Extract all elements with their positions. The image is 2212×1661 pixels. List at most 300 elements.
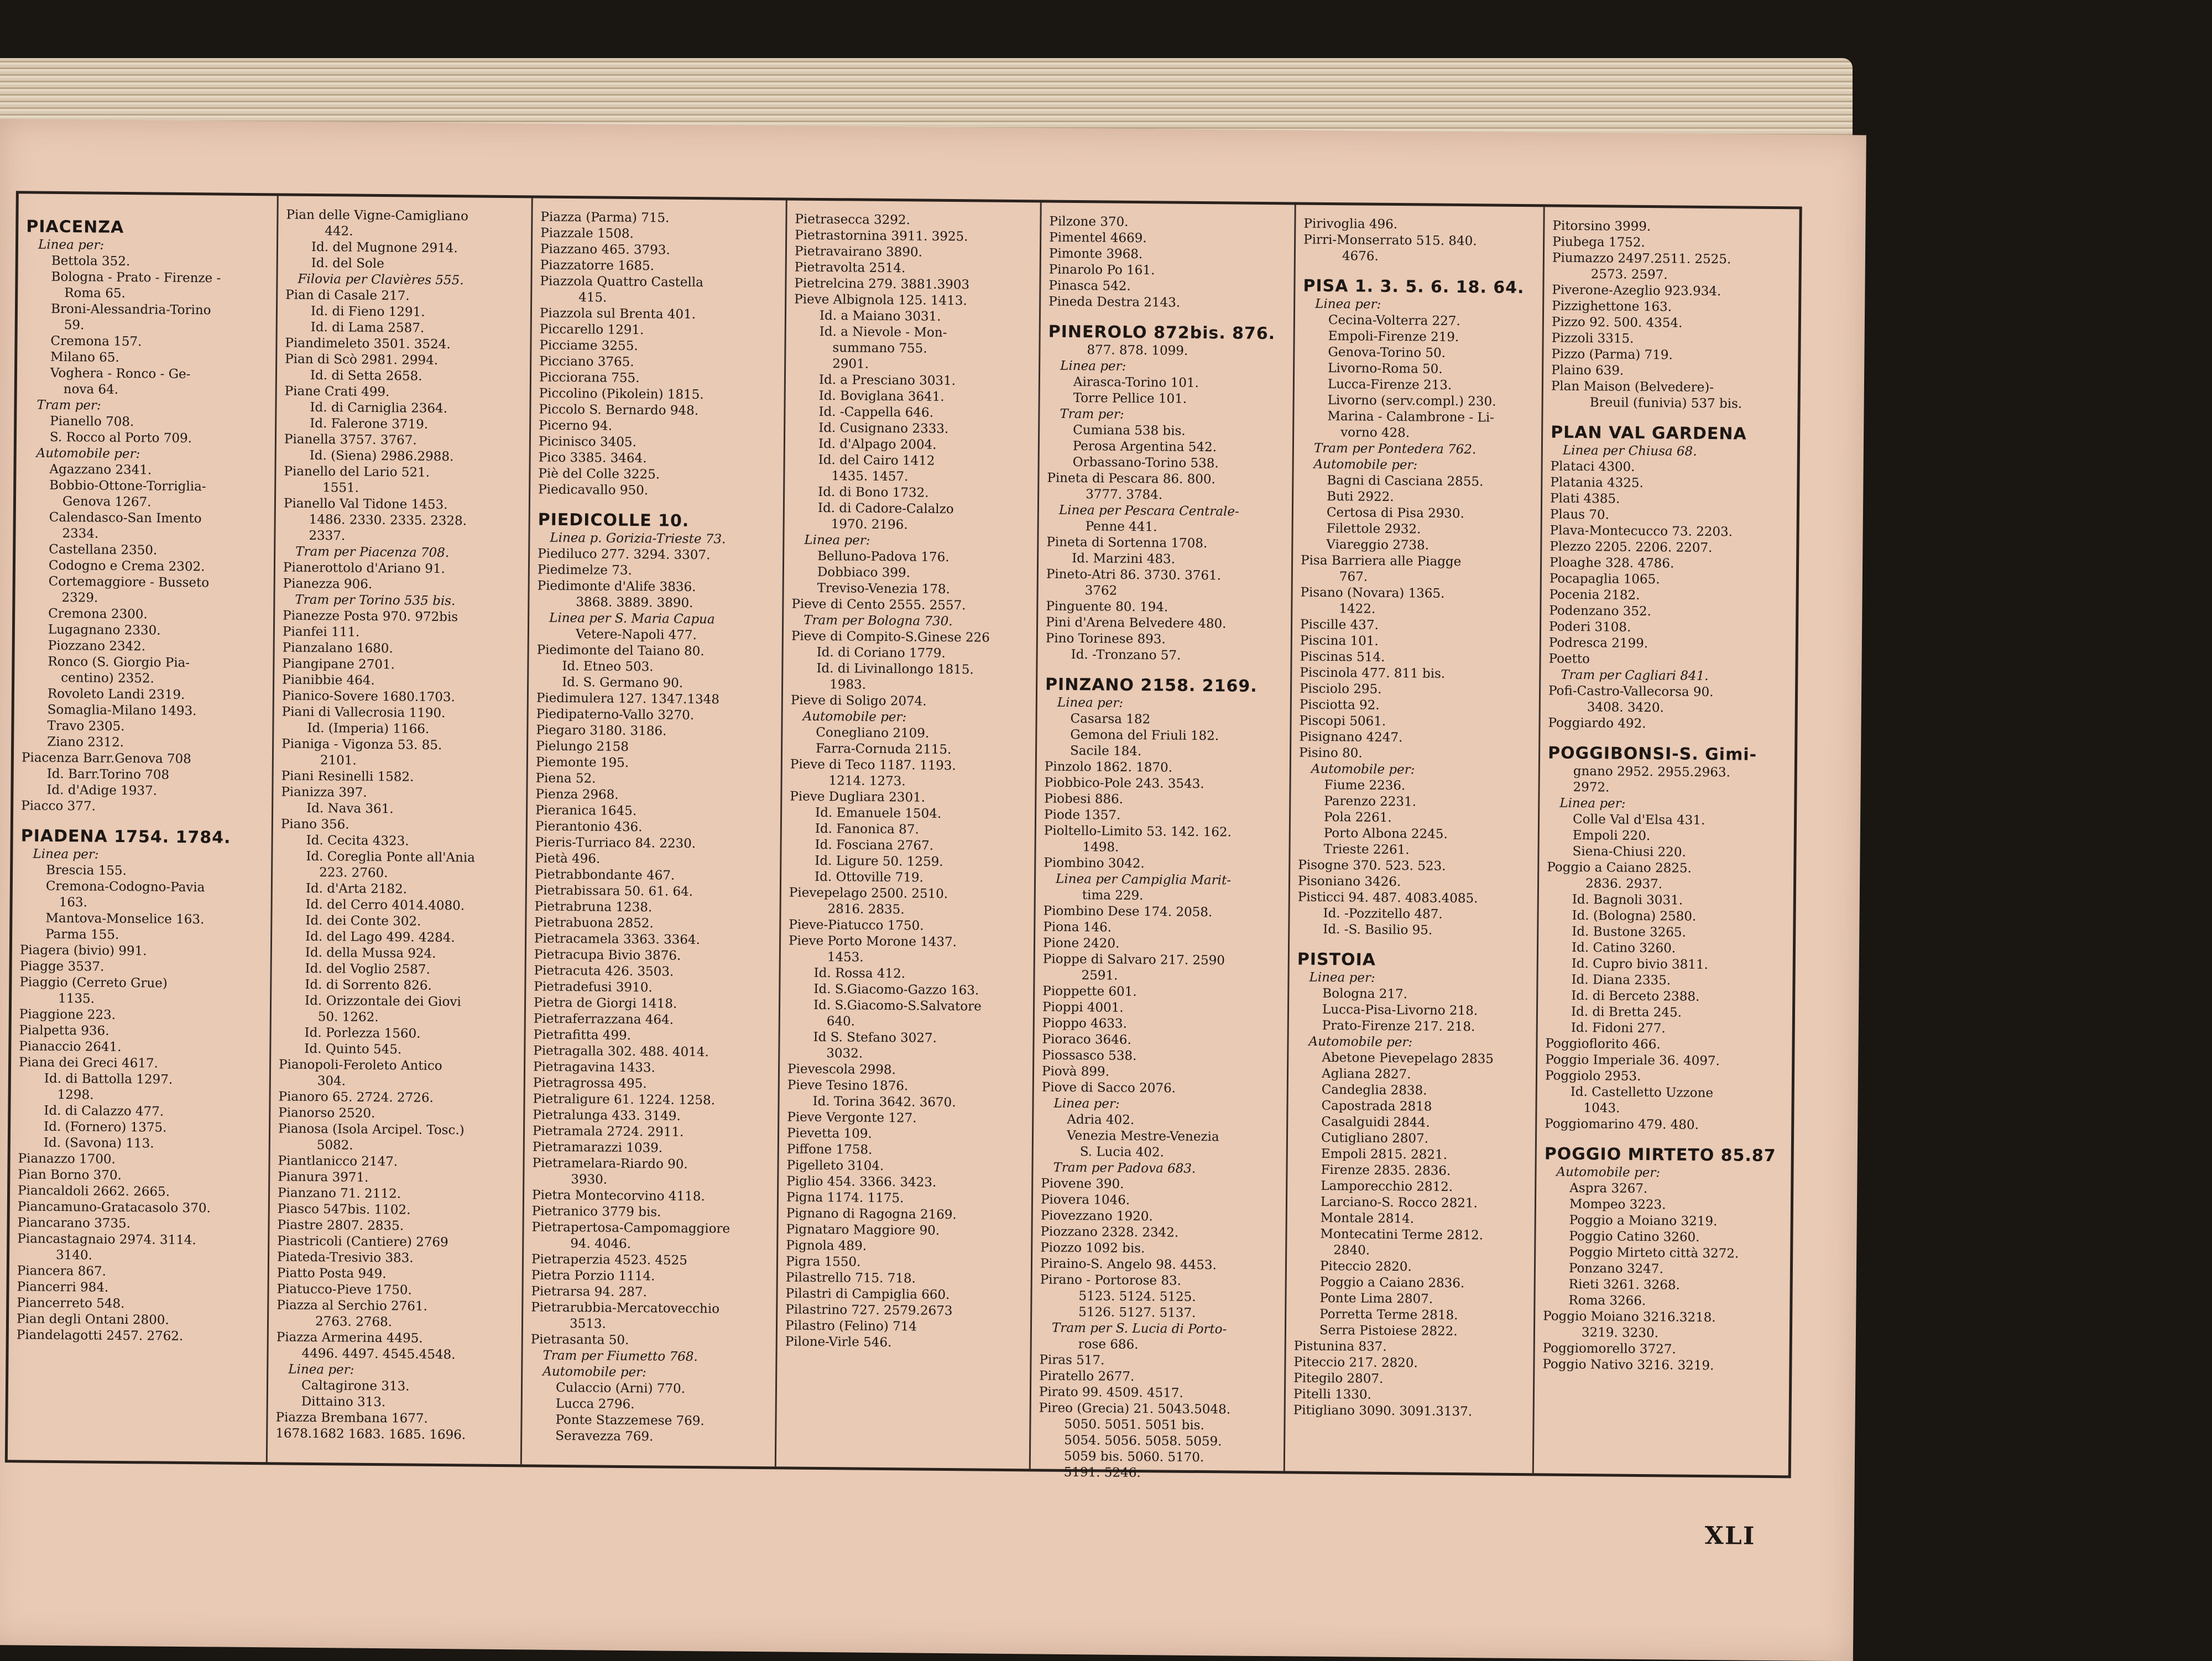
- page-number: XLI: [1704, 1522, 1756, 1550]
- index-entry: Piedimelze 73.: [537, 562, 632, 578]
- index-entry: Airasca-Torino 101.: [1073, 374, 1199, 390]
- index-entry: 1551.: [322, 480, 359, 495]
- index-entry: Picinisco 3405.: [538, 434, 637, 450]
- index-entry: Rovoleto Landi 2319.: [47, 686, 185, 702]
- index-entry: Agliana 2827.: [1321, 1066, 1411, 1082]
- index-entry: Pietramarazzi 1039.: [532, 1140, 663, 1156]
- index-entry: 2329.: [61, 591, 98, 605]
- index-entry: Id. di Fieno 1291.: [310, 304, 425, 320]
- index-entry: Siena-Chiusi 220.: [1572, 844, 1686, 860]
- index-entry: Pireo (Grecia) 21. 5043.5048.: [1039, 1401, 1231, 1417]
- index-entry: Porto Albona 2245.: [1323, 826, 1448, 842]
- index-entry: Pimentel 4669.: [1049, 230, 1147, 246]
- index-entry: Piverone-Azeglio 923.934.: [1552, 283, 1721, 299]
- index-entry: Pieve di Teco 1187. 1193.: [790, 757, 956, 774]
- index-entry: Id. di Berceto 2388.: [1571, 988, 1700, 1004]
- index-entry: Farra-Cornuda 2115.: [816, 741, 952, 758]
- index-entry: Cremona 157.: [50, 333, 142, 349]
- index-entry: Empoli 2815. 2821.: [1321, 1146, 1448, 1162]
- index-entry: Id. di Cadore-Calalzo: [817, 500, 954, 517]
- index-entry: Larciano-S. Rocco 2821.: [1320, 1194, 1478, 1211]
- index-entry: 5191. 5246.: [1063, 1465, 1141, 1481]
- index-entry: Pietranico 3779 bis.: [531, 1204, 661, 1220]
- index-entry: 59.: [64, 318, 85, 333]
- index-entry: Piglio 454. 3366. 3423.: [786, 1174, 937, 1190]
- index-entry: Lucca-Pisa-Livorno 218.: [1322, 1002, 1478, 1018]
- index-entry: Id. del Sole: [311, 255, 384, 271]
- index-entry: Pieve di Soligo 2074.: [790, 693, 927, 709]
- index-entry: Linea per:: [1060, 358, 1126, 374]
- index-entry: Candeglia 2838.: [1321, 1082, 1427, 1098]
- index-entry: Id. del Mugnone 2914.: [311, 239, 458, 256]
- index-entry: Automobile per:: [1311, 761, 1415, 777]
- index-entry: Id. S.Giacomo-S.Salvatore: [813, 997, 982, 1014]
- index-entry: Id. (Fornero) 1375.: [43, 1119, 167, 1135]
- index-entry: Piazza Armerina 4495.: [276, 1330, 423, 1346]
- index-entry: Porretta Terme 2818.: [1319, 1307, 1458, 1323]
- index-entry: Id. del Cairo 1412: [818, 452, 935, 468]
- index-heading: PINZANO 2158. 2169.: [1045, 675, 1258, 696]
- index-column-7: [1534, 207, 1799, 1475]
- index-entry: Pianella 3757. 3767.: [284, 432, 417, 448]
- index-entry: Piazza (Parma) 715.: [540, 210, 670, 226]
- index-entry: Pieve Vergonte 127.: [787, 1110, 917, 1126]
- index-entry: 415.: [578, 290, 607, 305]
- index-entry: Pietrarubbia-Mercatovecchio: [531, 1300, 720, 1317]
- index-entry: Pietrabuona 2852.: [534, 915, 654, 931]
- index-heading: PIEDICOLLE 10.: [538, 510, 690, 531]
- index-entry: 2972.: [1573, 780, 1610, 795]
- index-entry: Piedimulera 127. 1347.1348: [536, 691, 720, 707]
- index-entry: Dittaino 313.: [301, 1394, 386, 1410]
- index-entry: Pietramelara-Riardo 90.: [532, 1156, 688, 1172]
- index-entry: Casalguidi 2844.: [1321, 1114, 1430, 1130]
- index-entry: Pietramala 2724. 2911.: [532, 1124, 684, 1140]
- index-entry: Plaino 639.: [1551, 363, 1624, 378]
- index-entry: 2763. 2768.: [315, 1314, 393, 1330]
- index-entry: Pianezze Posta 970. 972bis: [283, 608, 458, 625]
- index-entry: Pietrapertosa-Campomaggiore: [531, 1220, 731, 1236]
- index-entry: Piani Resinelli 1582.: [281, 769, 414, 785]
- index-entry: Plezzo 2205. 2206. 2207.: [1550, 539, 1713, 556]
- index-entry: 3762: [1084, 583, 1118, 598]
- index-entry: Pineta di Sortenna 1708.: [1046, 535, 1208, 551]
- index-entry: Pianello 708.: [50, 414, 134, 430]
- index-entry: Rieti 3261. 3268.: [1568, 1277, 1681, 1293]
- index-entry: Picerno 94.: [539, 418, 613, 433]
- index-entry: 2591.: [1081, 968, 1118, 983]
- index-entry: Empoli-Firenze 219.: [1328, 328, 1459, 345]
- index-entry: Id. di Lama 2587.: [310, 320, 425, 336]
- index-entry: 3140.: [55, 1247, 93, 1263]
- index-heading: PIACENZA: [26, 217, 124, 237]
- index-entry: Linea per Campiglia Marit-: [1055, 871, 1232, 888]
- index-entry: Pietrafitta 499.: [533, 1027, 632, 1043]
- index-entry: Piedimonte d'Alife 3836.: [537, 578, 696, 595]
- index-entry: Pieve di Compito-S.Ginese 226: [791, 629, 990, 645]
- index-entry: Piancerri 984.: [17, 1279, 109, 1295]
- index-entry: Piazza Brembana 1677.: [275, 1410, 428, 1426]
- index-entry: Piedicavallo 950.: [538, 482, 649, 498]
- index-entry: Pizzighettone 163.: [1552, 299, 1672, 315]
- index-entry: Pianello Val Tidone 1453.: [283, 496, 448, 513]
- index-entry: Pisciolo 295.: [1299, 681, 1382, 697]
- index-entry: Piossasco 538.: [1042, 1048, 1137, 1064]
- index-entry: Id. Barr.Torino 708: [46, 766, 170, 782]
- index-entry: Piandelagotti 2457. 2762.: [16, 1328, 184, 1344]
- index-entry: Pitigliano 3090. 3091.3137.: [1293, 1403, 1473, 1419]
- index-entry: 442.: [325, 224, 353, 239]
- index-entry: Piteccio 217. 2820.: [1293, 1355, 1418, 1371]
- index-entry: Pizzo 92. 500. 4354.: [1551, 315, 1683, 331]
- index-entry: Pialpetta 936.: [19, 1023, 109, 1038]
- index-entry: Tram per Bologna 730.: [804, 613, 953, 629]
- index-entry: Pianorso 2520.: [278, 1105, 375, 1121]
- index-heading: POGGIBONSI-S. Gimi-: [1547, 743, 1757, 765]
- index-entry: Podenzano 352.: [1549, 603, 1652, 619]
- index-entry: Pinguente 80. 194.: [1046, 599, 1168, 615]
- index-entry: Id. -Tronzano 57.: [1071, 647, 1181, 663]
- index-entry: Tram per Padova 683.: [1053, 1160, 1196, 1176]
- index-entry: Pianura 3971.: [278, 1169, 369, 1185]
- index-entry: Poggiolo 2953.: [1545, 1068, 1641, 1084]
- index-entry: Pietragavina 1433.: [533, 1059, 656, 1075]
- index-entry: Pielungo 2158: [536, 739, 629, 754]
- index-heading: PISTOIA: [1297, 949, 1376, 970]
- index-entry: Piozzano 2328. 2342.: [1040, 1224, 1179, 1240]
- index-entry: 767.: [1339, 570, 1368, 584]
- index-entry: Penne 441.: [1085, 519, 1157, 535]
- index-entry: vorno 428.: [1340, 425, 1410, 441]
- index-entry: Pieve Porto Morone 1437.: [788, 933, 957, 950]
- index-entry: Pione 2420.: [1042, 936, 1120, 951]
- index-entry: Caltagirone 313.: [301, 1378, 410, 1394]
- index-entry: Id. (Savona) 113.: [43, 1135, 154, 1151]
- index-entry: Automobile per:: [1308, 1034, 1413, 1050]
- index-entry: Pietra Montecorvino 4118.: [531, 1188, 705, 1204]
- index-entry: Poggio Imperiale 36. 4097.: [1545, 1052, 1720, 1069]
- index-heading: PINEROLO 872bis. 876.: [1048, 322, 1276, 344]
- index-entry: Linea per Chiusa 68.: [1562, 443, 1697, 459]
- index-entry: Id. Porlezza 1560.: [304, 1025, 421, 1041]
- index-entry: Bologna 217.: [1322, 986, 1408, 1002]
- index-entry: Pietravolta 2514.: [794, 260, 906, 276]
- index-entry: Id. dei Conte 302.: [305, 913, 421, 929]
- index-entry: Id. Torina 3642. 3670.: [812, 1094, 956, 1110]
- index-entry: Pietrasanta 50.: [530, 1332, 629, 1348]
- index-entry: Pianazzo 1700.: [18, 1151, 116, 1167]
- index-entry: Empoli 220.: [1572, 828, 1651, 844]
- index-entry: Piasco 547bis. 1102.: [277, 1202, 411, 1218]
- index-entry: 2337.: [309, 528, 346, 544]
- index-entry: Id. d'Alpago 2004.: [818, 436, 937, 452]
- index-entry: Pianzalano 1680.: [282, 640, 393, 656]
- index-entry: Piateda-Tresivio 383.: [276, 1250, 414, 1266]
- index-entry: Pignano di Ragogna 2169.: [786, 1206, 957, 1223]
- index-entry: Pineta di Pescara 86. 800.: [1047, 471, 1215, 487]
- index-entry: Id. di Coriano 1779.: [816, 645, 946, 661]
- index-entry: Pierantonio 436.: [535, 819, 643, 835]
- index-entry: Linea per:: [1053, 1096, 1120, 1111]
- index-entry: Pian delle Vigne-Camigliano: [286, 207, 469, 224]
- index-column-1: [8, 194, 279, 1462]
- index-entry: Linea p. Gorizia-Trieste 73.: [550, 530, 726, 547]
- index-entry: Parenzo 2231.: [1324, 793, 1417, 809]
- index-entry: Piancarano 3735.: [17, 1215, 131, 1231]
- index-entry: Pievetta 109.: [786, 1126, 872, 1141]
- index-entry: Pilastro (Felino) 714: [785, 1318, 917, 1334]
- index-entry: Piaggio (Cerreto Grue): [19, 975, 168, 991]
- index-entry: Piobesi 886.: [1044, 791, 1124, 807]
- index-entry: Lugagnano 2330.: [48, 622, 161, 638]
- index-entry: 2101.: [320, 753, 357, 768]
- index-entry: Automobile per:: [1313, 457, 1418, 473]
- index-entry: 5054. 5056. 5058. 5059.: [1064, 1433, 1222, 1449]
- index-entry: Piazzola sul Brenta 401.: [539, 306, 696, 322]
- index-entry: Id. Quinto 545.: [304, 1041, 402, 1057]
- index-entry: Livorno-Roma 50.: [1328, 361, 1443, 377]
- index-heading: PIADENA 1754. 1784.: [20, 826, 231, 848]
- index-heading: PISA 1. 3. 5. 6. 18. 64.: [1303, 276, 1525, 298]
- index-entry: 1678.1682 1683. 1685. 1696.: [275, 1426, 466, 1443]
- index-entry: Pietrastornina 3911. 3925.: [795, 228, 968, 244]
- index-entry: 1422.: [1339, 602, 1376, 617]
- index-entry: Pioppo 4633.: [1042, 1016, 1128, 1031]
- index-entry: Pianiga - Vigonza 53. 85.: [281, 737, 442, 753]
- index-entry: Id. Rossa 412.: [813, 965, 906, 981]
- index-entry: Piancastagnaio 2974. 3114.: [17, 1231, 196, 1248]
- index-entry: Cremona-Codogno-Pavia: [45, 879, 205, 895]
- index-entry: Cumiana 538 bis.: [1073, 422, 1186, 438]
- index-entry: Travo 2305.: [47, 718, 125, 734]
- index-entry: Conegliano 2109.: [816, 725, 930, 741]
- index-entry: Somaglia-Milano 1493.: [47, 702, 197, 719]
- index-entry: Pinzolo 1862. 1870.: [1044, 759, 1173, 775]
- index-entry: Pineda Destra 2143.: [1048, 294, 1181, 310]
- index-entry: Ponzano 3247.: [1568, 1261, 1663, 1277]
- index-entry: Tram per Piacenza 708.: [295, 544, 450, 561]
- index-entry: Pisa Barriera alle Piagge: [1301, 553, 1462, 570]
- index-entry: Pigna 1174. 1175.: [786, 1190, 904, 1206]
- index-entry: Viareggio 2738.: [1326, 537, 1430, 553]
- index-entry: Tram per:: [1060, 406, 1124, 422]
- index-entry: Plaus 70.: [1550, 507, 1610, 523]
- index-entry: Mompeo 3223.: [1569, 1197, 1666, 1213]
- index-entry: centino) 2352.: [61, 671, 154, 686]
- index-entry: Certosa di Pisa 2930.: [1326, 505, 1464, 521]
- index-entry: Poggio Moiano 3216.3218.: [1543, 1309, 1716, 1325]
- index-entry: Pietracupa Bivio 3876.: [534, 947, 681, 963]
- index-entry: Pico 3385. 3464.: [538, 450, 647, 466]
- index-entry: Id. Diana 2335.: [1571, 972, 1671, 988]
- index-entry: Id. Cusignano 2333.: [818, 420, 949, 436]
- index-entry: 1435. 1457.: [831, 469, 909, 484]
- index-entry: Piteccio 2820.: [1319, 1258, 1412, 1275]
- index-entry: Id. del Cerro 4014.4080.: [305, 897, 465, 913]
- book-page: [0, 119, 1866, 1661]
- index-entry: 1298.: [57, 1087, 94, 1103]
- index-entry: Pietragalla 302. 488. 4014.: [533, 1043, 709, 1060]
- index-entry: Cutigliano 2807.: [1321, 1130, 1429, 1146]
- index-entry: Tram per Pontedera 762.: [1313, 441, 1477, 457]
- index-entry: Id. di Bono 1732.: [818, 484, 929, 500]
- index-entry: Pioraco 3646.: [1042, 1032, 1131, 1047]
- index-entry: Piangipane 2701.: [282, 656, 395, 672]
- index-entry: Id. del Lago 499. 4284.: [305, 929, 455, 946]
- index-entry: Pirivoglia 496.: [1303, 216, 1398, 232]
- index-entry: Pofi-Castro-Vallecorsa 90.: [1548, 683, 1714, 700]
- index-entry: S. Rocco al Porto 709.: [49, 430, 192, 446]
- index-entry: Pirano - Portorose 83.: [1040, 1272, 1182, 1288]
- index-entry: Piazza al Serchio 2761.: [276, 1298, 428, 1314]
- index-entry: Piazzola Quattro Castella: [540, 274, 703, 290]
- index-entry: Firenze 2835. 2836.: [1321, 1162, 1451, 1178]
- index-column-4: [776, 200, 1042, 1469]
- index-entry: Piubega 1752.: [1552, 234, 1645, 250]
- index-entry: Lucca 2796.: [555, 1396, 635, 1412]
- index-entry: 1453.: [827, 950, 864, 965]
- index-entry: 5123. 5124. 5125.: [1078, 1289, 1196, 1304]
- index-entry: Linea per:: [1559, 796, 1626, 811]
- index-entry: 3868. 3889. 3890.: [576, 595, 693, 610]
- index-entry: Pietrabbondante 467.: [534, 867, 675, 883]
- index-entry: Fiume 2236.: [1324, 777, 1406, 793]
- index-entry: rose 686.: [1078, 1337, 1139, 1352]
- index-entry: 4676.: [1342, 249, 1379, 264]
- index-entry: Poggio Catino 3260.: [1569, 1229, 1700, 1245]
- index-entry: Pianzano 71. 2112.: [277, 1185, 401, 1202]
- index-entry: Picciano 3765.: [539, 354, 634, 370]
- index-entry: Pocapaglia 1065.: [1549, 571, 1660, 587]
- index-entry: Pilastrello 715. 718.: [785, 1270, 916, 1286]
- index-entry: Id. a Maiano 3031.: [819, 308, 941, 324]
- index-entry: Piccarello 1291.: [539, 322, 644, 338]
- index-entry: Orbassano-Torino 538.: [1072, 455, 1219, 471]
- index-entry: Automobile per:: [1556, 1164, 1661, 1181]
- index-entry: Piagera (bivio) 991.: [19, 943, 147, 959]
- index-entry: Piatto Posta 949.: [276, 1266, 387, 1282]
- index-heading: POGGIO MIRTETO 85.87: [1544, 1144, 1776, 1166]
- index-entry: Adria 402.: [1067, 1112, 1135, 1127]
- index-entry: Id. Etneo 503.: [562, 659, 654, 675]
- index-entry: Cremona 2300.: [48, 606, 148, 622]
- index-entry: Id. Fanonica 87.: [815, 821, 919, 837]
- index-entry: Id. (Imperia) 1166.: [307, 720, 430, 737]
- index-entry: Id. d'Arta 2182.: [305, 881, 408, 897]
- index-entry: Piane Crati 499.: [284, 384, 390, 400]
- index-entry: Id. Bustone 3265.: [1572, 924, 1687, 940]
- index-entry: Poggio Nativo 3216. 3219.: [1542, 1357, 1714, 1373]
- index-entry: Pianizza 397.: [281, 785, 367, 800]
- index-entry: Piovezzano 1920.: [1040, 1208, 1153, 1224]
- index-entry: 1214. 1273.: [828, 774, 906, 789]
- index-entry: Pian di Scò 2981. 2994.: [285, 352, 439, 368]
- index-entry: 2836. 2937.: [1585, 876, 1663, 892]
- index-entry: Tram per Torino 535 bis.: [295, 592, 456, 609]
- index-entry: Pigelleto 3104.: [786, 1158, 884, 1174]
- index-entry: Pietraligure 61. 1224. 1258.: [533, 1091, 716, 1108]
- index-entry: Piode 1357.: [1044, 807, 1121, 823]
- index-entry: Id. di Livinallongo 1815.: [816, 661, 974, 677]
- index-entry: Id. Coreglia Ponte all'Ania: [306, 849, 476, 865]
- index-entry: Pietragrossa 495.: [533, 1075, 647, 1091]
- index-entry: 2901.: [832, 357, 869, 372]
- index-entry: Piana dei Greci 4617.: [18, 1055, 158, 1071]
- index-entry: Id. d'Adige 1937.: [46, 782, 158, 798]
- index-entry: Id. Ottoville 719.: [814, 869, 924, 885]
- index-entry: Parma 155.: [45, 927, 119, 942]
- index-entry: Plataci 4300.: [1550, 459, 1635, 474]
- index-entry: Broni-Alessandria-Torino: [50, 301, 211, 318]
- index-entry: Piccolo S. Bernardo 948.: [539, 402, 699, 419]
- index-entry: Pietravairano 3890.: [794, 244, 923, 260]
- index-entry: Cortemaggiore - Busseto: [48, 574, 210, 591]
- index-entry: Pinasca 542.: [1048, 278, 1131, 294]
- index-entry: Prato-Firenze 217. 218.: [1322, 1018, 1475, 1035]
- index-entry: Pignola 489.: [786, 1238, 867, 1253]
- index-entry: Pievescola 2998.: [787, 1062, 896, 1078]
- index-entry: Id. -Cappella 646.: [818, 404, 934, 420]
- index-entry: Pianfei 111.: [282, 624, 360, 640]
- index-entry: Pini d'Arena Belvedere 480.: [1046, 615, 1227, 631]
- index-entry: Pitorsino 3999.: [1552, 218, 1651, 234]
- index-entry: Pocenia 2182.: [1549, 587, 1640, 603]
- index-entry: Lucca-Firenze 213.: [1327, 377, 1452, 393]
- index-entry: Pietraperzia 4523. 4525: [531, 1252, 688, 1268]
- index-entry: 877. 878. 1099.: [1087, 343, 1188, 358]
- index-entry: Piani di Vallecrosia 1190.: [281, 704, 446, 721]
- index-entry: Piona 146.: [1043, 920, 1112, 935]
- index-entry: Pinarolo Po 161.: [1048, 262, 1155, 278]
- index-entry: S. Lucia 402.: [1079, 1145, 1165, 1160]
- index-entry: Pietrarsa 94. 287.: [531, 1284, 647, 1300]
- index-entry: Codogno e Crema 2302.: [48, 558, 205, 574]
- index-entry: 304.: [317, 1074, 346, 1089]
- index-entry: Roma 65.: [64, 286, 126, 301]
- index-entry: Piscinas 514.: [1300, 649, 1385, 665]
- index-entry: Picciorana 755.: [539, 370, 640, 386]
- index-entry: Filovia per Clavières 555.: [298, 271, 464, 288]
- index-entry: Id. Nava 361.: [306, 801, 394, 817]
- index-entry: Pieris-Turriaco 84. 2230.: [535, 835, 696, 852]
- index-entry: Piè del Colle 3225.: [538, 466, 660, 482]
- index-entry: Pianaccio 2641.: [19, 1039, 122, 1054]
- index-entry: Pisciotta 92.: [1299, 697, 1380, 713]
- index-entry: Id. Boviglana 3641.: [818, 388, 945, 404]
- index-entry: Montale 2814.: [1320, 1210, 1415, 1226]
- index-entry: Platania 4325.: [1550, 475, 1644, 490]
- index-entry: Id. a Presciano 3031.: [818, 372, 956, 389]
- index-entry: Ploaghe 328. 4786.: [1549, 555, 1674, 571]
- index-entry: 94. 4046.: [570, 1236, 632, 1252]
- index-entry: Pietralunga 433. 3149.: [533, 1108, 681, 1124]
- index-entry: Piacco 377.: [21, 798, 96, 814]
- index-entry: 3408. 3420.: [1587, 700, 1664, 715]
- index-entry: Aspra 3267.: [1569, 1181, 1648, 1197]
- index-entry: Pioltello-Limito 53. 142. 162.: [1044, 823, 1232, 840]
- index-entry: Linea per:: [1315, 296, 1381, 312]
- index-entry: Livorno (serv.compl.) 230.: [1327, 393, 1496, 409]
- index-entry: Id. Castelletto Uzzone: [1570, 1084, 1714, 1101]
- index-entry: 2573. 2597.: [1590, 267, 1668, 283]
- index-entry: Piffone 1758.: [786, 1142, 873, 1157]
- index-entry: Id. S.Giacomo-Gazzo 163.: [813, 981, 979, 998]
- index-entry: Genova 1267.: [62, 494, 152, 510]
- index-entry: 5126. 5127. 5137.: [1078, 1305, 1196, 1320]
- index-entry: Tram per Cagliari 841.: [1561, 667, 1709, 683]
- index-entry: Castellana 2350.: [49, 542, 158, 558]
- index-entry: Pola 2261.: [1323, 809, 1392, 826]
